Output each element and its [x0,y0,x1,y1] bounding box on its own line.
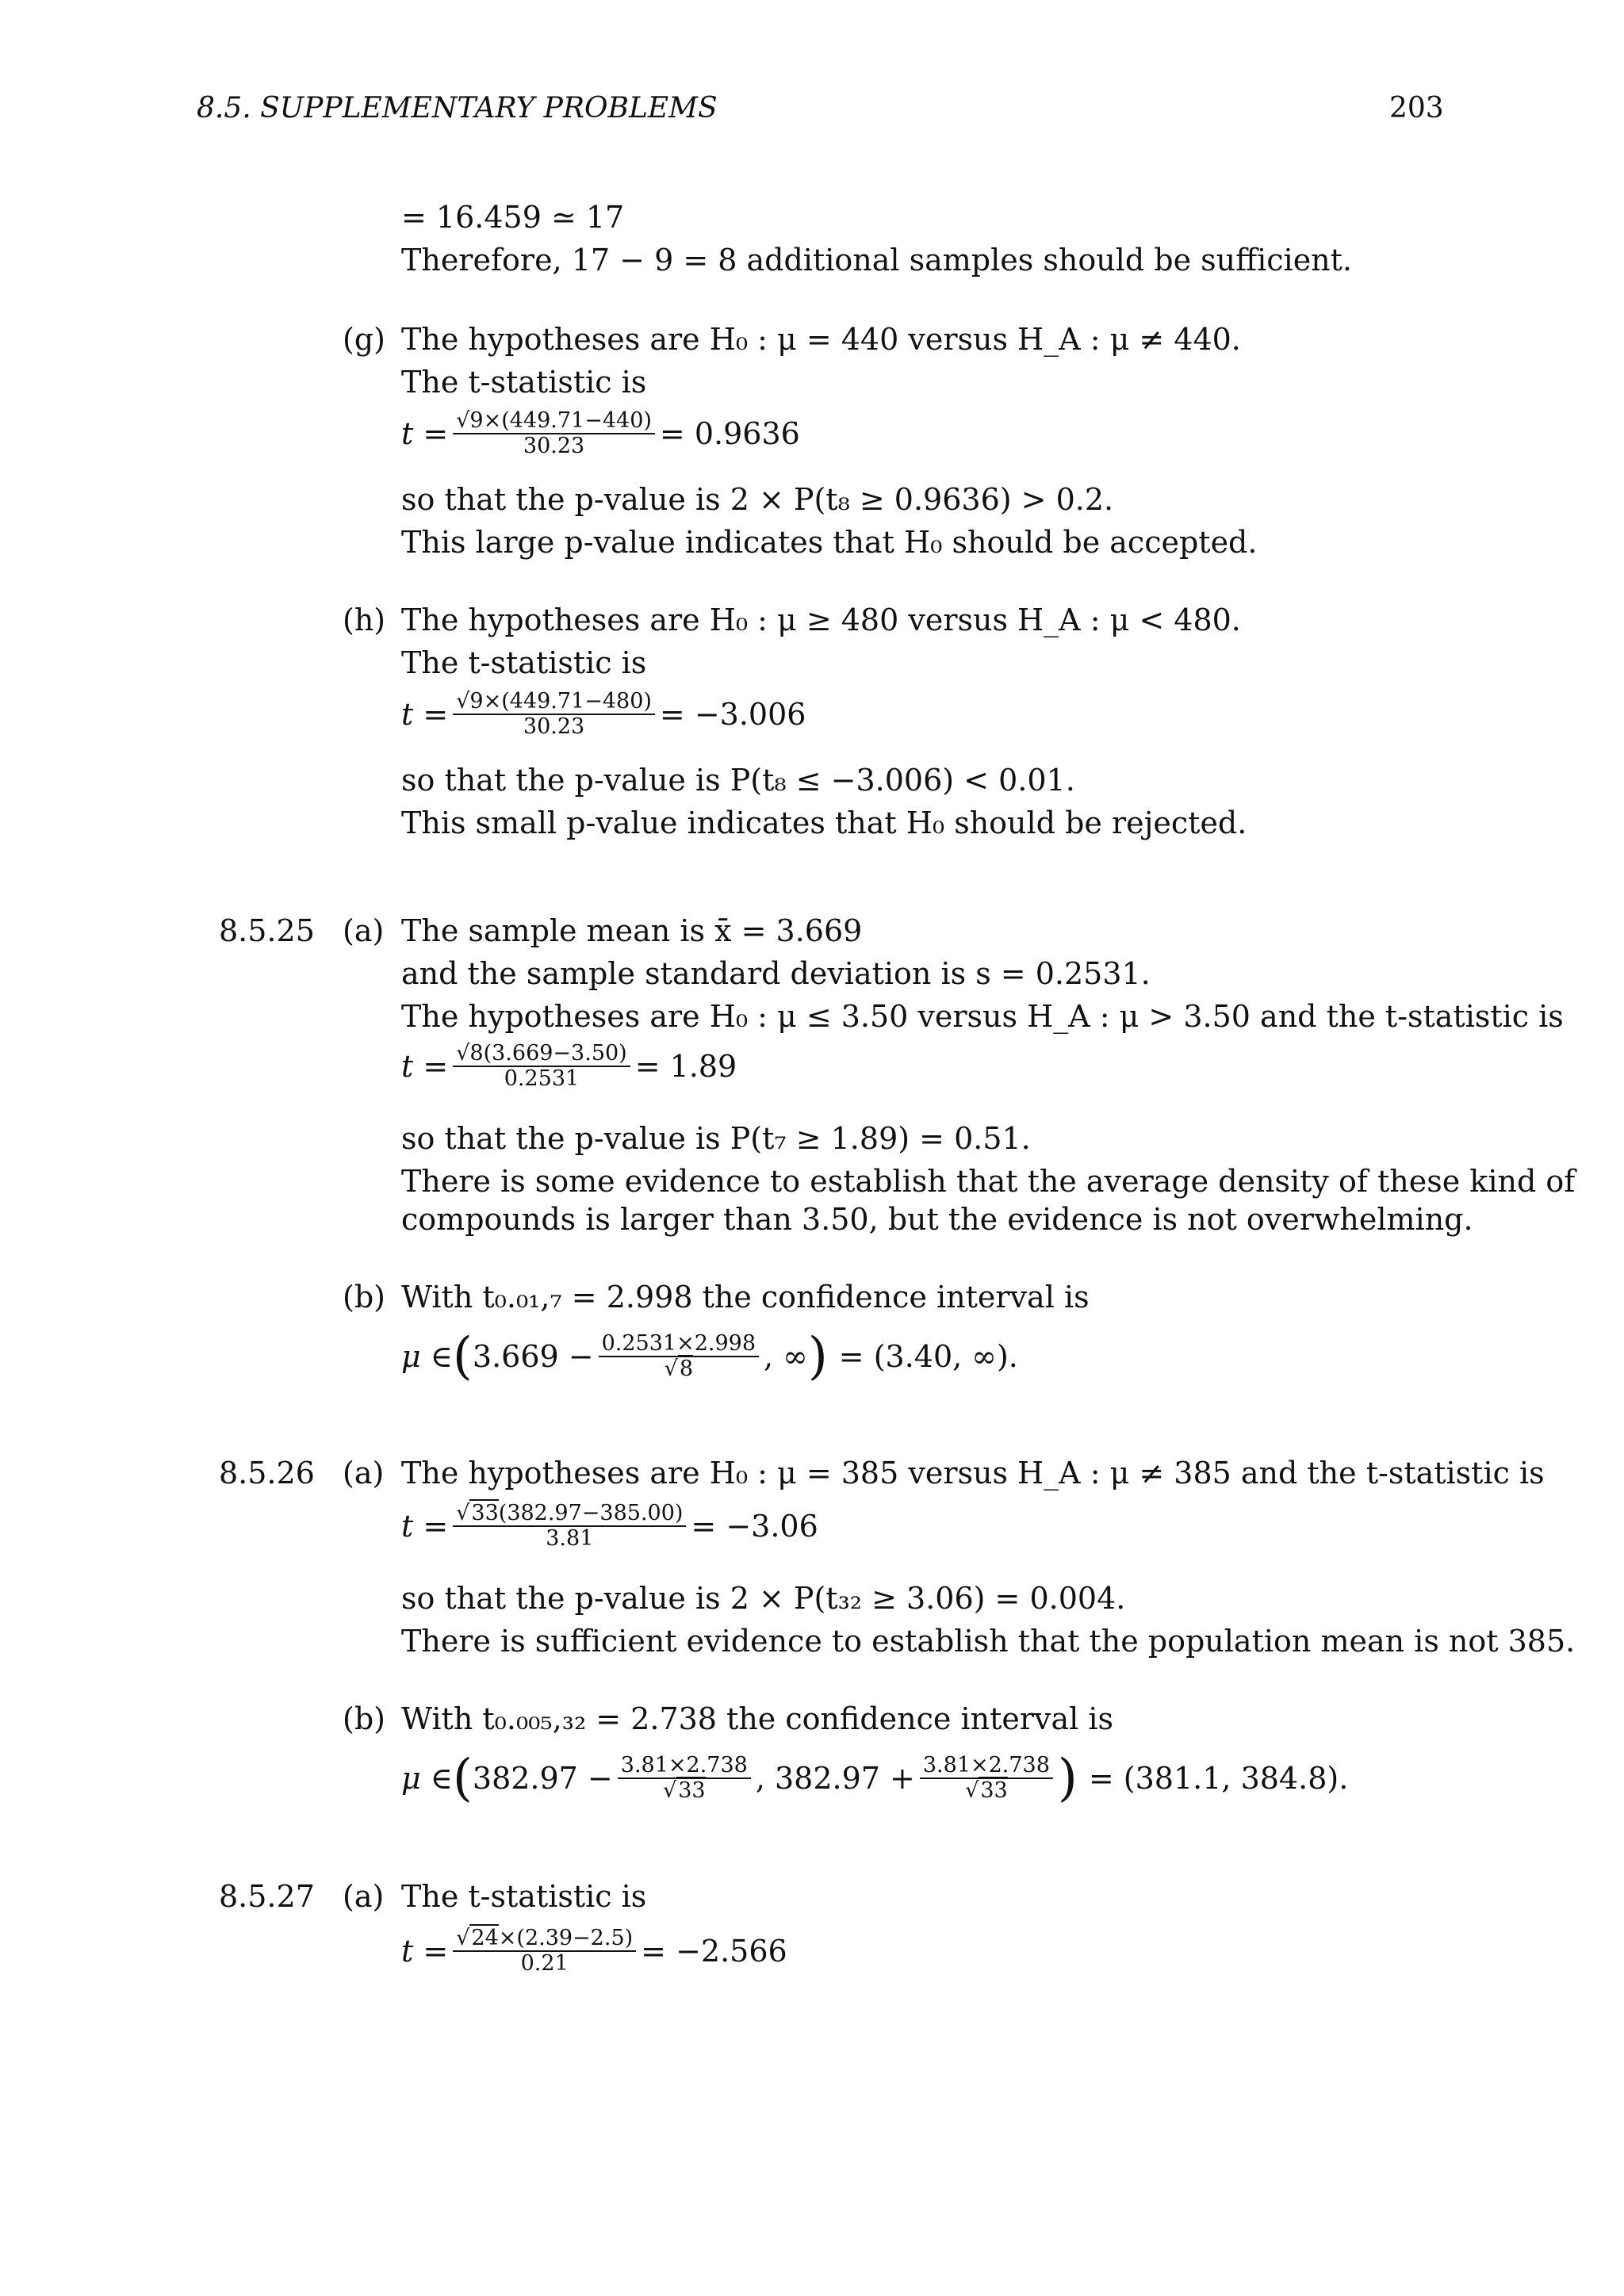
g-tstat-value: = 0.9636 [659,416,800,451]
p25-sample-sd: and the sample standard deviation is s = 0.2531. [401,956,1151,991]
p27-fraction: $\frac{√24\times(2.39-2.5)}{0.21}$ [453,1927,636,1976]
p26-ci-intro: With t₀.₀₀₅,₃₂ = 2.738 the confidence interval is [401,1701,1114,1736]
h-pvalue: so that the p-value is P(t₈ ≤ −3.006) < 0.01. [401,763,1075,798]
h-denominator: 30.23 [523,714,585,739]
p27-tstat-value: = −2.566 [641,1934,787,1969]
p26-ci-fraction-2-num: 3.81×2.738 [920,1754,1053,1779]
p25-ci-lower: 3.669 − [472,1339,594,1374]
g-pvalue: so that the p-value is 2 × P(t₈ ≥ 0.9636) > 0.2. [401,482,1114,517]
continuation-text: Therefore, 17 − 9 = 8 additional samples should be sufficient. [401,243,1353,277]
p26-fraction: $\frac{√33(382.97-385.00)}{3.81}$ [453,1502,686,1551]
g-fraction: $\frac{√9\times(449.71-440)}{30.23}$ [453,409,655,458]
p25-conclusion-1: There is some evidence to establish that the average density of these kind of [401,1164,1576,1199]
p25-ci-equation: μ ∈ ( 3.669 − $\frac{0.2531\times 2.998}{√8}$ , ∞ ) = (3.40, ∞). [401,1327,1018,1386]
running-header: 8.5. SUPPLEMENTARY PROBLEMS [197,92,718,124]
problem-number-8-5-27: 8.5.27 [219,1879,315,1914]
p27-num-sqrt: 24 [471,1926,499,1950]
p25-sample-mean: The sample mean is x̄ = 3.669 [401,913,863,948]
p26-ci-fraction-1-den: 33 [678,1778,706,1803]
p26-ci-fraction-2-den: 33 [980,1778,1008,1803]
h-hypotheses: The hypotheses are H₀ : μ ≥ 480 versus H_A : μ < 480. [401,603,1241,637]
p26-hypotheses: The hypotheses are H₀ : μ = 385 versus H_A : μ ≠ 385 and the t-statistic is [401,1456,1545,1490]
p26-tstat-value: = −3.06 [691,1509,818,1544]
h-tstat-intro: The t-statistic is [401,645,647,680]
p25-conclusion-2: compounds is larger than 3.50, but the evidence is not overwhelming. [401,1202,1473,1237]
p25-ci-fraction: $\frac{0.2531\times 2.998}{√8}$ [599,1332,759,1381]
h-fraction: $\frac{√9\times(449.71-480)}{30.23}$ [453,690,655,739]
g-tstat-intro: The t-statistic is [401,365,647,400]
p25-denominator: 0.2531 [504,1066,580,1091]
p25-numerator: 8(3.669−3.50) [469,1041,627,1066]
continuation-result: = 16.459 ≃ 17 [401,200,625,235]
h-numerator: 9×(449.71−480) [469,689,652,714]
p25-fraction: $\frac{√8(3.669-3.50)}{0.2531}$ [453,1042,630,1091]
p26-num-sqrt: 33 [471,1501,499,1525]
p27-tstat-intro: The t-statistic is [401,1879,647,1914]
g-hypotheses: The hypotheses are H₀ : μ = 440 versus H_A : μ ≠ 440. [401,322,1241,357]
p25-part-label-b: (b) [343,1280,385,1314]
p25-ci-intro: With t₀.₀₁,₇ = 2.998 the confidence interval is [401,1280,1090,1314]
p25-pvalue: so that the p-value is P(t₇ ≥ 1.89) = 0.51. [401,1121,1031,1156]
p25-tstat-value: = 1.89 [634,1049,737,1084]
page-number: 203 [1389,92,1444,124]
p25-ci-upper: , ∞ [764,1339,808,1374]
p26-part-label-b: (b) [343,1701,385,1736]
g-conclusion: This large p-value indicates that H₀ should be accepted. [401,525,1258,560]
g-tstat-equation: t = $\frac{√9\times(449.71-440)}{30.23}$ = 0.9636 [401,408,800,458]
part-label-h: (h) [343,603,386,637]
p27-part-label-a: (a) [343,1879,385,1914]
p27-numerator: ×(2.39−2.5) [498,1926,634,1950]
problem-number-8-5-25: 8.5.25 [219,913,315,948]
p25-part-label-a: (a) [343,913,385,948]
part-label-g: (g) [343,322,385,357]
p26-ci-fraction-1-num: 3.81×2.738 [618,1754,751,1779]
p26-ci-lower: 382.97 − [472,1761,613,1796]
p26-numerator: (382.97−385.00) [498,1501,684,1525]
h-tstat-value: = −3.006 [659,697,806,732]
g-numerator: 9×(449.71−440) [469,408,652,433]
h-conclusion: This small p-value indicates that H₀ should be rejected. [401,806,1247,840]
p25-ci-fraction-num: 0.2531×2.998 [599,1332,759,1357]
p26-part-label-a: (a) [343,1456,385,1490]
p26-ci-result: = (381.1, 384.8). [1088,1761,1349,1796]
p25-ci-result: = (3.40, ∞). [838,1339,1018,1374]
p25-hypotheses: The hypotheses are H₀ : μ ≤ 3.50 versus H_A : μ > 3.50 and the t-statistic is [401,999,1564,1034]
p26-ci-fraction-1: $\frac{3.81\times 2.738}{√33}$ [618,1754,751,1803]
p26-ci-mid: , 382.97 + [755,1761,915,1796]
p25-tstat-equation: t = $\frac{√8(3.669-3.50)}{0.2531}$ = 1.89 [401,1041,737,1091]
p27-denominator: 0.21 [520,1951,569,1976]
p26-ci-fraction-2: $\frac{3.81\times 2.738}{√33}$ [920,1754,1053,1803]
p26-denominator: 3.81 [546,1526,594,1551]
problem-number-8-5-26: 8.5.26 [219,1456,315,1490]
p27-tstat-equation: t = $\frac{√24\times(2.39-2.5)}{0.21}$ = −2.566 [401,1926,787,1976]
p26-pvalue: so that the p-value is 2 × P(t₃₂ ≥ 3.06) = 0.004. [401,1581,1126,1616]
g-denominator: 30.23 [523,434,585,458]
p25-ci-fraction-den: 8 [679,1357,694,1381]
p26-conclusion: There is sufficient evidence to establish that the population mean is not 385. [401,1624,1576,1659]
h-tstat-equation: t = $\frac{√9\times(449.71-480)}{30.23}$ = −3.006 [401,689,806,739]
p26-tstat-equation: t = $\frac{√33(382.97-385.00)}{3.81}$ = −3.06 [401,1501,818,1551]
p26-ci-equation: μ ∈ ( 382.97 − $\frac{3.81\times 2.738}{√33}$ , 382.97 + $\frac{3.81\times 2.738}{√33}$ ) = (381.1, 384.8). [401,1749,1349,1808]
